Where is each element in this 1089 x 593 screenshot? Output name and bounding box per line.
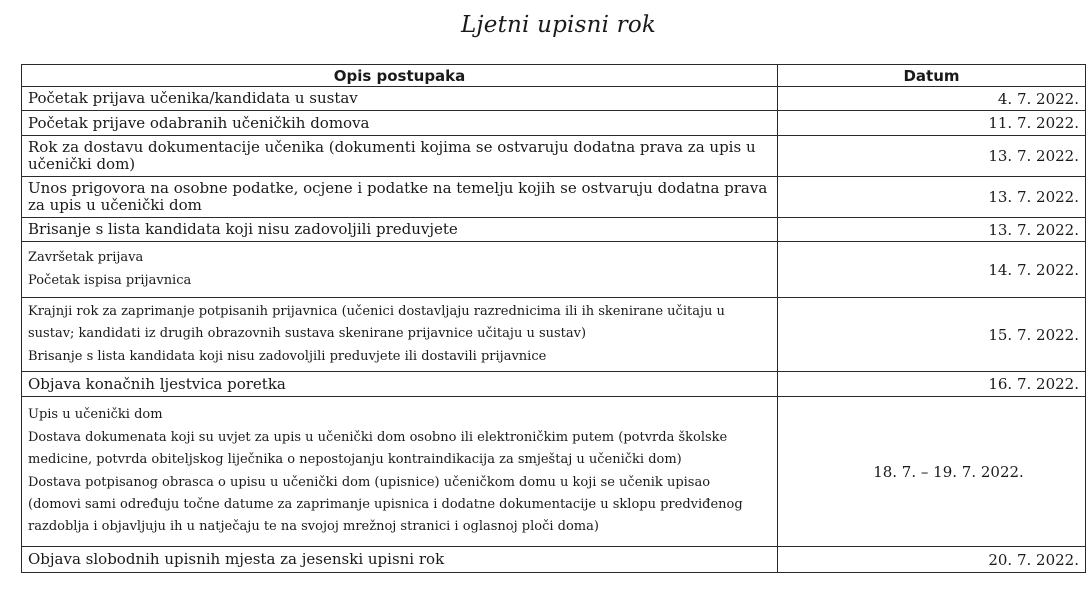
description-line: Objava slobodnih upisnih mjesta za jesenski upisni rok	[28, 550, 445, 568]
row-description	[22, 397, 778, 547]
row-description	[22, 547, 778, 573]
row-description	[22, 136, 778, 177]
row-date: 4. 7. 2022.	[778, 87, 1086, 111]
table-row	[22, 111, 1086, 136]
row-date: 16. 7. 2022.	[778, 372, 1086, 397]
description-line: Dostava dokumenata koji su uvjet za upis u učenički dom osobno ili elektroničkim putem (potvrda školske medicine, potvrda obiteljskog liječnika o nepostojanju kontraindikacija za smještaj u učenički dom)	[28, 429, 728, 468]
table-row	[22, 136, 1086, 177]
table-row	[22, 372, 1086, 397]
row-description	[22, 111, 778, 136]
header-description: Opis postupaka	[22, 65, 778, 87]
row-date: 18. 7. – 19. 7. 2022.	[778, 397, 1086, 547]
description-line: Početak prijava učenika/kandidata u sustav	[28, 89, 358, 107]
description-line: Rok za dostavu dokumentacije učenika (dokumenti kojima se ostvaruju dodatna prava za upis u učenički dom)	[28, 138, 756, 173]
row-date: 20. 7. 2022.	[778, 547, 1086, 573]
row-date: 11. 7. 2022.	[778, 111, 1086, 136]
row-date: 14. 7. 2022.	[778, 242, 1086, 298]
description-line: Upis u učenički dom	[28, 407, 163, 423]
description-line: Brisanje s lista kandidata koji nisu zadovoljili preduvjete ili dostavili prijavnice	[28, 348, 547, 364]
table-row	[22, 298, 1086, 372]
description-line: Krajnji rok za zaprimanje potpisanih prijavnica (učenici dostavljaju razrednicima ili ih skenirane učitaju u sustav; kandidati iz drugih obrazovnih sustava skenirane prijavnice učitaju u sustav)	[28, 303, 725, 342]
description-line: Početak ispisa prijavnica	[28, 272, 192, 288]
row-date: 15. 7. 2022.	[778, 298, 1086, 372]
header-date: Datum	[778, 65, 1086, 87]
description-line: Završetak prijava	[28, 250, 144, 266]
description-line: (domovi sami određuju točne datume za zaprimanje upisnica i dodatne dokumentacije u sklopu predviđenog razdoblja i objavljuju ih u natječaju te na svojoj mrežnoj stranici i oglasnoj ploči doma)	[28, 496, 743, 535]
description-line: Objava konačnih ljestvica poretka	[28, 374, 286, 393]
document-title: Ljetni upisni rok	[460, 12, 657, 38]
table-row	[22, 397, 1086, 547]
table-row	[22, 177, 1086, 218]
row-description	[22, 218, 778, 242]
row-description	[22, 298, 778, 372]
table-row	[22, 242, 1086, 298]
description-line: Dostava potpisanog obrasca o upisu u učenički dom (upisnice) učeničkom domu u koji se učenik upisao	[28, 474, 711, 490]
row-date: 13. 7. 2022.	[778, 136, 1086, 177]
table-header-row	[22, 65, 1086, 87]
row-description	[22, 372, 778, 397]
row-date: 13. 7. 2022.	[778, 177, 1086, 218]
description-line: Početak prijave odabranih učeničkih domova	[28, 113, 370, 132]
schedule-table	[21, 64, 1086, 573]
table-row	[22, 218, 1086, 242]
table-row	[22, 87, 1086, 111]
row-description	[22, 242, 778, 298]
description-line: Unos prigovora na osobne podatke, ocjene i podatke na temelju kojih se ostvaruju dodatna prava za upis u učenički dom	[28, 179, 768, 214]
row-date: 13. 7. 2022.	[778, 218, 1086, 242]
row-description	[22, 177, 778, 218]
table-row	[22, 547, 1086, 573]
description-line: Brisanje s lista kandidata koji nisu zadovoljili preduvjete	[28, 220, 458, 238]
row-description	[22, 87, 778, 111]
